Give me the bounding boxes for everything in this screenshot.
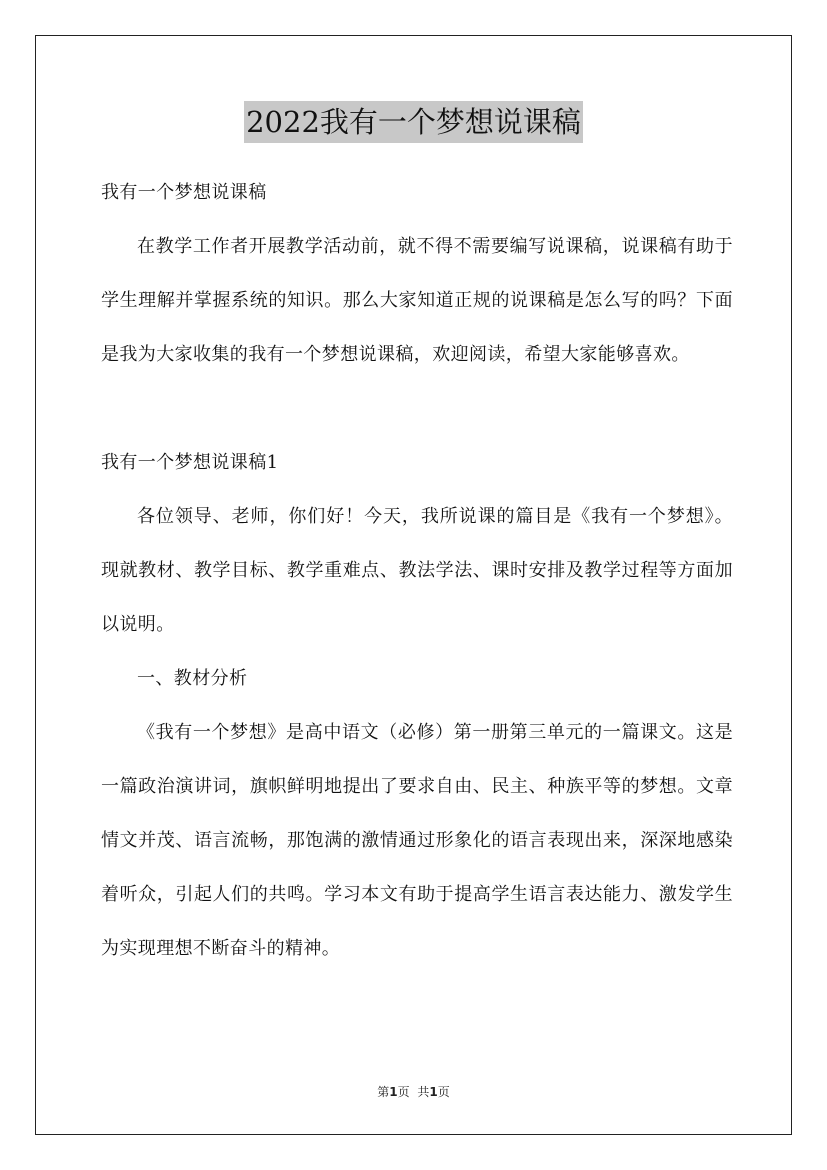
analysis-paragraph: 《我有一个梦想》是高中语文（必修）第一册第三单元的一篇课文。这是一篇政治演讲词，旗帜鲜明地提出了要求自由、民主、种族平等的梦想。文章情文并茂、语言流畅，那饱满的激情通过形象化的语言表现出来，深深地感染着听众，引起人们的共鸣。学习本文有助于提高学生语言表达能力、激发学生为实现理想不断奋斗的精神。 [101,722,733,959]
blank-line [101,382,733,436]
section-heading: 我有一个梦想说课稿 [101,182,267,203]
page-footer [0,1083,827,1100]
intro-paragraph: 在教学工作者开展教学活动前，就不得不需要编写说课稿，说课稿有助于学生理解并掌握系统的知识。那么大家知道正规的说课稿是怎么写的吗？下面是我为大家收集的我有一个梦想说课稿，欢迎阅读，希望大家能够喜欢。 [101,236,733,365]
footer-page-prefix: 第 [377,1085,390,1099]
footer-page-suffix: 页 [397,1085,410,1099]
document-title: 2022我有一个梦想说课稿 [244,101,583,143]
footer-total-number: 1 [429,1085,438,1099]
document-body [101,166,733,976]
footer-total-prefix: 共 [417,1085,430,1099]
footer-total-suffix: 页 [437,1085,450,1099]
greeting-paragraph: 各位领导、老师，你们好！今天，我所说课的篇目是《我有一个梦想》。现就教材、教学目标、教学重难点、教法学法、课时安排及教学过程等方面加以说明。 [101,506,733,635]
section-heading-1: 我有一个梦想说课稿1 [101,452,279,473]
title-container [0,101,827,143]
footer-page-number: 1 [389,1085,398,1099]
subsection-heading: 一、教材分析 [137,668,248,689]
